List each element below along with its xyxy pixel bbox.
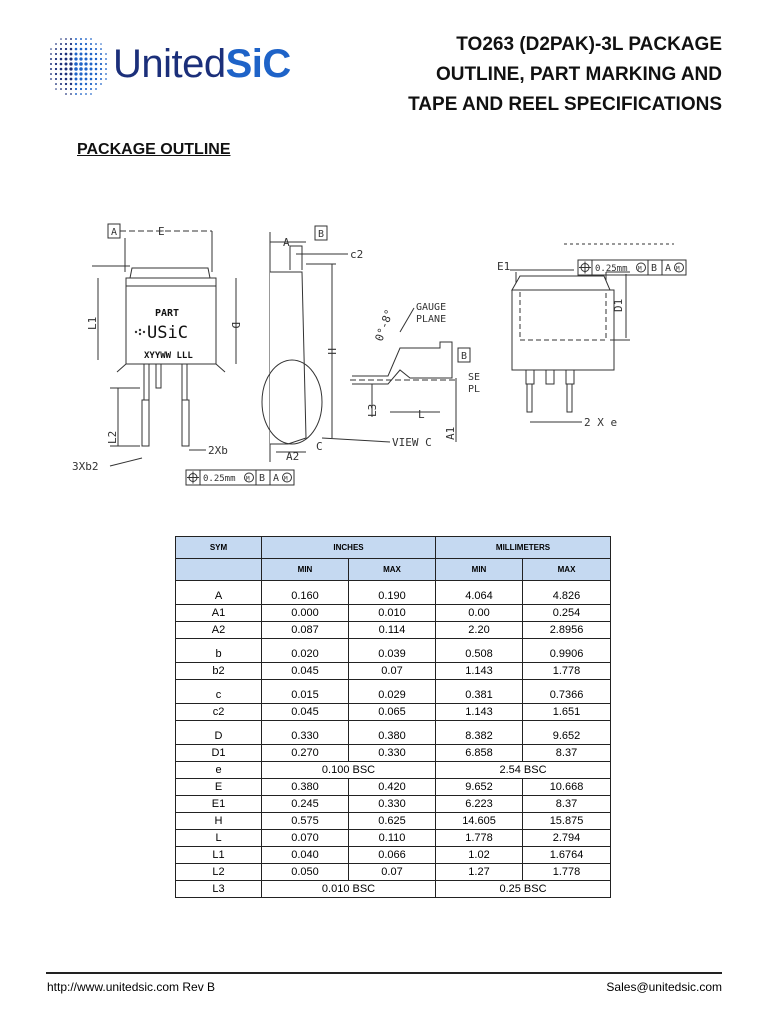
table-cell-sym: L3 [176,881,262,898]
logo-dot [79,67,83,71]
logo-dot [100,68,102,70]
logo-dot [100,63,102,65]
table-cell-in-max: 0.065 [349,704,436,721]
logo-dot [60,88,62,90]
logo-dot [80,38,82,40]
table-cell-mm-min: 1.02 [436,847,523,864]
logo-dot [80,88,82,90]
logo-dot [70,83,72,85]
logo-dot [65,43,67,45]
se-label: SE [468,372,481,383]
table-cell-mm-max: 9.652 [523,721,611,745]
table-cell-in-min: 0.380 [262,779,349,796]
logo-dot [74,72,77,75]
logo-dot [79,62,83,66]
logo-dot [80,43,82,45]
logo-dot [85,48,88,51]
table-cell-in-max: 0.114 [349,622,436,639]
logo-dot [95,63,98,66]
header-sym-blank [176,559,262,581]
table-cell-mm-max: 0.9906 [523,639,611,663]
dimensions-table [175,536,611,898]
table-cell-in-max: 0.190 [349,581,436,605]
logo-dot [70,78,73,81]
logo-dot [69,67,72,70]
logo-dot [100,78,102,80]
logo-dot [55,63,57,65]
ref-c2-label: c2 [350,248,364,261]
table-cell-sym: E [176,779,262,796]
logo-dot [55,58,57,60]
table-cell-in-max: 0.066 [349,847,436,864]
header-inches: INCHES [262,537,436,559]
logo-dot [84,57,87,60]
svg-text:M: M [638,265,642,273]
ref-b-detail: B [461,351,468,362]
table-cell-in-bsc: 0.010 BSC [262,881,436,898]
logo-dot [65,83,67,85]
table-cell-mm-min: 6.223 [436,796,523,813]
dimensions-table-body [176,581,611,898]
logo-dot [55,43,57,45]
table-cell-mm-bsc: 0.25 BSC [436,881,611,898]
table-cell-mm-min: 0.00 [436,605,523,622]
footer-email[interactable]: Sales@unitedsic.com [606,980,722,994]
table-row [176,663,611,680]
logo-dot [75,83,78,86]
logo-dot [90,58,93,61]
table-row [176,639,611,663]
table-row [176,680,611,704]
ref-l-label: L [418,408,425,421]
logo-dot [50,58,52,60]
logo-dot [95,58,97,60]
logo-dot [60,68,63,71]
table-cell-mm-max: 1.6764 [523,847,611,864]
table-cell-in-max: 0.029 [349,680,436,704]
table-row [176,830,611,847]
table-cell-in-min: 0.040 [262,847,349,864]
pl-label: PL [468,384,481,395]
logo-dot [70,48,73,51]
ref-a1-label: A1 [444,426,457,440]
table-cell-sym: D1 [176,745,262,762]
table-cell-in-max: 0.110 [349,830,436,847]
logo-dot [105,58,107,60]
logo-dot [60,73,63,76]
table-cell-in-max: 0.330 [349,745,436,762]
logo-dot [55,68,57,70]
logo-dot [60,53,62,55]
ref-b-label: B [318,229,325,240]
table-cell-mm-max: 1.778 [523,663,611,680]
logo-dot [90,88,92,90]
datum-a: A [273,473,280,484]
svg-text:M: M [284,475,288,483]
table-cell-mm-min: 14.605 [436,813,523,830]
table-cell-in-min: 0.245 [262,796,349,813]
logo-dot [50,73,52,75]
table-cell-in-max: 0.07 [349,864,436,881]
logo-dot [100,43,102,45]
table-cell-in-min: 0.020 [262,639,349,663]
table-cell-mm-min: 9.652 [436,779,523,796]
table-cell-mm-min: 6.858 [436,745,523,762]
table-row [176,581,611,605]
table-row [176,721,611,745]
ref-l2-label: L2 [106,430,119,444]
tolerance-frame-back [578,260,686,275]
table-row [176,796,611,813]
ref-a2-label: A2 [286,450,300,463]
logo-dot [95,53,97,55]
table-cell-sym: b2 [176,663,262,680]
logo-dot [80,93,82,95]
logo-dot [85,38,87,40]
datum-b-back: B [651,263,658,274]
tolerance-value: 0.25mm [203,474,236,484]
footer-divider [46,972,722,974]
logo-dot [60,78,62,80]
table-cell-sym: E1 [176,796,262,813]
logo-dot [84,62,87,65]
logo-dot [55,53,57,55]
logo-dot [75,78,78,81]
logo-dot [105,73,107,75]
ref-e-label: E [158,225,165,238]
logo-dot [95,48,97,50]
tolerance-frame-front [186,470,294,485]
logo-dot [70,93,72,95]
table-cell-sym: A2 [176,622,262,639]
logo-dot [55,73,57,75]
table-cell-mm-max: 1.651 [523,704,611,721]
logo-dot [84,72,87,75]
view-c-label: VIEW C [392,436,432,449]
logo-dot [75,48,78,51]
table-cell-in-max: 0.420 [349,779,436,796]
table-cell-sym: H [176,813,262,830]
logo-dot [74,67,78,71]
logo-dot [65,38,67,40]
logo-dot [60,63,63,66]
table-cell-sym: L2 [176,864,262,881]
logo-dot [65,93,67,95]
back-view [497,244,686,429]
logo-dot [90,68,93,71]
logo-dot [90,43,92,45]
table-row [176,762,611,779]
subheader-max: MAX [523,559,611,581]
table-row [176,864,611,881]
logo-dot [74,62,78,66]
ref-l3-label: L3 [366,403,379,417]
table-cell-mm-min: 0.508 [436,639,523,663]
footer-website[interactable]: http://www.unitedsic.com Rev B [47,980,216,994]
title-line: OUTLINE, PART MARKING AND [435,64,722,85]
logo-dot [75,53,78,56]
logo-dot [100,58,102,60]
svg-text:M: M [676,265,680,273]
ref-l1-label: L1 [86,316,99,330]
logo-dot [70,38,72,40]
gauge-label: GAUGE [416,302,447,313]
logo-dot [74,57,77,60]
table-cell-in-max: 0.625 [349,813,436,830]
svg-text:M: M [246,475,250,483]
logo-dot [60,58,63,61]
logo-dot [80,78,83,81]
logo-dot [60,48,62,50]
table-cell-mm-max: 4.826 [523,581,611,605]
table-cell-mm-max: 2.8956 [523,622,611,639]
table-row [176,847,611,864]
table-cell-sym: b [176,639,262,663]
logo-dot [65,88,67,90]
table-cell-sym: L [176,830,262,847]
part-marking-part: PART [155,308,180,319]
package-outline-drawing [70,212,710,502]
title-line: TO263 (D2PAK)-3L PACKAGE [456,34,722,55]
table-cell-in-min: 0.270 [262,745,349,762]
logo-dot [80,83,83,86]
logo-dot [85,88,87,90]
table-cell-in-min: 0.015 [262,680,349,704]
table-cell-mm-min: 1.143 [436,663,523,680]
logo-dot [80,53,83,56]
logo-dot [60,83,62,85]
logo-dot [100,48,102,50]
logo-dot [95,43,97,45]
table-cell-in-max: 0.010 [349,605,436,622]
subheader-min: MIN [436,559,523,581]
table-cell-sym: A1 [176,605,262,622]
table-row [176,881,611,898]
logo-dot [85,78,88,81]
logo-dot [90,38,92,40]
logo-dot [95,88,97,90]
table-cell-in-min: 0.575 [262,813,349,830]
logo-dot [105,63,107,65]
plane-label: PLANE [416,314,447,325]
logo-dot [65,53,68,56]
logo-dot [85,53,88,56]
logo-dot [65,58,68,61]
logo-dot [75,93,77,95]
title-line: TAPE AND REEL SPECIFICATIONS [408,94,722,115]
logo-dot [85,43,87,45]
table-cell-mm-min: 0.381 [436,680,523,704]
side-view [262,226,480,463]
table-cell-in-min: 0.045 [262,663,349,680]
logo-dot [95,83,97,85]
ref-a-label: A [111,227,118,238]
logo-dot [90,53,93,56]
table-row [176,605,611,622]
table-cell-mm-max: 2.794 [523,830,611,847]
table-cell-in-min: 0.050 [262,864,349,881]
logo-dot [50,68,52,70]
table-cell-mm-max: 10.668 [523,779,611,796]
table-cell-in-max: 0.380 [349,721,436,745]
logo-dot [75,38,77,40]
logo-dot [79,57,82,60]
logo-dot [70,88,72,90]
logo-dot [70,53,73,56]
table-cell-in-min: 0.070 [262,830,349,847]
logo-dot [95,73,97,75]
logo-dot [75,43,77,45]
table-cell-in-min: 0.330 [262,721,349,745]
logo-dot [75,88,77,90]
logo-dot [80,48,83,51]
ref-d1-label: D1 [612,298,625,312]
logo-dot [85,83,87,85]
table-cell-sym: c [176,680,262,704]
logo-dot [60,38,62,40]
table-cell-mm-max: 8.37 [523,796,611,813]
table-cell-mm-max: 1.778 [523,864,611,881]
logo-dot [70,43,72,45]
header-sym: SYM [176,537,262,559]
table-cell-in-min: 0.160 [262,581,349,605]
table-row [176,704,611,721]
header-millimeters: MILLIMETERS [436,537,611,559]
part-marking-code: XYYWW LLL [144,351,193,361]
logo-dot [95,78,97,80]
ref-a-side-label: A [283,236,290,249]
logo-wordmark [113,38,291,90]
logo-dot [55,83,57,85]
table-cell-sym: A [176,581,262,605]
logo-dot [69,72,72,75]
logo-dot [90,48,92,50]
logo-dot [95,68,98,71]
table-cell-sym: c2 [176,704,262,721]
logo-text-sic: SiC [225,42,291,86]
unitedsic-logo [45,26,335,106]
table-cell-sym: e [176,762,262,779]
logo-dot [69,62,72,65]
logo-dot [90,83,92,85]
logo-dot [65,48,67,50]
logo-dot [55,88,57,90]
ref-3xb2-label: 3Xb2 [72,460,99,473]
table-row [176,745,611,762]
table-row [176,622,611,639]
logo-dot [90,73,93,76]
logo-dot [55,78,57,80]
table-cell-in-max: 0.039 [349,639,436,663]
subheader-max: MAX [349,559,436,581]
logo-dot [105,53,107,55]
datum-a-back: A [665,263,672,274]
table-cell-mm-min: 4.064 [436,581,523,605]
logo-dot [100,83,102,85]
table-cell-mm-min: 2.20 [436,622,523,639]
logo-dot [50,78,52,80]
logo-dot [50,53,52,55]
logo-text-united: United [113,42,226,86]
table-cell-mm-max: 0.7366 [523,680,611,704]
logo-dot [65,78,68,81]
logo-dot [100,73,102,75]
logo-dot [85,93,87,95]
logo-dot [65,63,68,66]
table-cell-in-min: 0.087 [262,622,349,639]
logo-dot [90,63,93,66]
section-title: PACKAGE OUTLINE [77,141,231,158]
table-cell-in-max: 0.330 [349,796,436,813]
table-cell-mm-max: 0.254 [523,605,611,622]
table-cell-sym: L1 [176,847,262,864]
ref-h-label: H [325,348,338,355]
logo-dot [55,48,57,50]
ref-d-label: D [229,322,242,329]
logo-dot [90,78,93,81]
logo-dot [50,63,52,65]
tolerance-value-back: 0.25mm [595,264,628,274]
ref-2xe-label: 2 X e [584,416,618,429]
ref-c-label: C [316,440,323,453]
logo-dot-sphere-icon [45,26,111,106]
table-cell-mm-min: 1.27 [436,864,523,881]
table-cell-mm-bsc: 2.54 BSC [436,762,611,779]
logo-dot [84,67,87,70]
logo-dot [65,68,68,71]
logo-dot [105,78,107,80]
ref-2xb-label: 2Xb [208,444,228,457]
document-title [392,30,722,120]
logo-dot [69,57,72,60]
table-cell-mm-max: 15.875 [523,813,611,830]
table-row [176,779,611,796]
table-cell-mm-min: 1.778 [436,830,523,847]
subheader-min: MIN [262,559,349,581]
table-cell-sym: D [176,721,262,745]
ref-e1-label: E1 [497,260,511,273]
logo-dot [65,73,68,76]
table-cell-mm-min: 8.382 [436,721,523,745]
datum-b: B [259,473,266,484]
front-view [72,224,294,485]
logo-dot [60,43,62,45]
logo-dot [90,93,92,95]
angle-label: 0°-8° [372,307,397,344]
table-cell-in-bsc: 0.100 BSC [262,762,436,779]
table-cell-mm-max: 8.37 [523,745,611,762]
table-row [176,813,611,830]
table-cell-in-min: 0.045 [262,704,349,721]
table-cell-in-max: 0.07 [349,663,436,680]
logo-dot [50,48,52,50]
table-cell-in-min: 0.000 [262,605,349,622]
logo-dot [100,53,102,55]
part-marking-logo: USiC [147,323,188,343]
logo-dot [105,68,107,70]
table-cell-mm-min: 1.143 [436,704,523,721]
logo-dot [79,72,82,75]
